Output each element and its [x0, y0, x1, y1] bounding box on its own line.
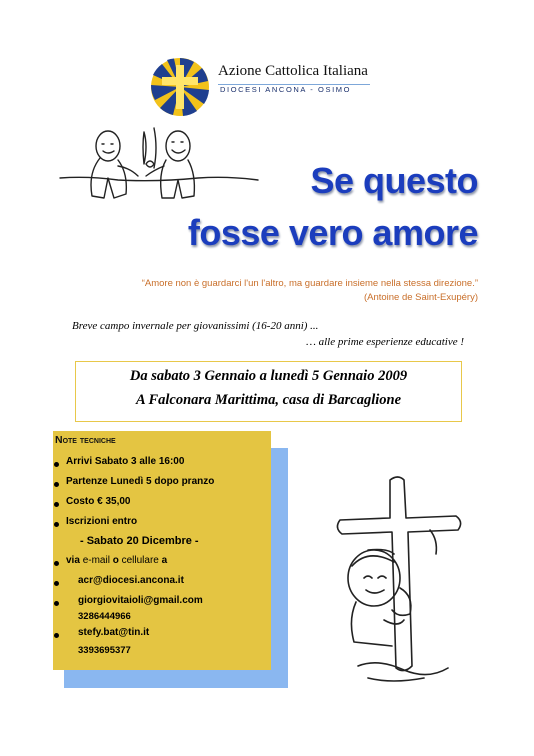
bullet-icon — [54, 462, 59, 467]
location: A Falconara Marittima, casa di Barcaglione — [135, 392, 402, 408]
note-departure: Partenze Lunedì 5 dopo pranzo — [66, 476, 215, 487]
contact-email-1[interactable]: acr@diocesi.ancona.it — [78, 575, 184, 586]
contact-phone-2: 3286444966 — [78, 611, 131, 622]
quote-text: “Amore non è guardarci l'un l'altro, ma guardare insieme nella stessa direzione.” — [141, 278, 478, 289]
date-range: Da sabato 3 Gennaio a lunedì 5 Gennaio 2009 — [129, 368, 408, 384]
note-registration: Iscrizioni entro — [66, 516, 138, 527]
via-email: e-mail — [82, 555, 110, 566]
date-location-box — [75, 361, 462, 422]
contact-email-3[interactable]: stefy.bat@tin.it — [78, 627, 150, 638]
via-phone: cellulare — [121, 555, 159, 566]
bullet-icon — [54, 581, 59, 586]
note-cost: Costo € 35,00 — [66, 496, 131, 507]
via-prefix: via — [66, 555, 80, 566]
via-or: o — [112, 555, 119, 566]
org-subtitle: DIOCESI ANCONA - OSIMO — [220, 85, 352, 94]
org-name: Azione Cattolica Italiana — [218, 63, 368, 79]
title-line-2: fosse vero amore — [187, 212, 478, 253]
two-figures-drawing — [58, 118, 260, 210]
bullet-icon — [54, 522, 59, 527]
via-to: a — [161, 555, 168, 566]
bullet-icon — [54, 561, 59, 566]
bullet-icon — [54, 601, 59, 606]
bullet-icon — [54, 482, 59, 487]
azione-cattolica-logo — [150, 57, 210, 117]
intro-line-2: … alle prime esperienze educative ! — [306, 336, 464, 348]
note-arrival: Arrivi Sabato 3 alle 16:00 — [66, 456, 185, 467]
contact-email-2[interactable]: giorgiovitaioli@gmail.com — [78, 595, 203, 606]
note-via — [66, 555, 167, 566]
contact-phone-3: 3393695377 — [78, 645, 131, 656]
title-line-1: Se questo — [310, 160, 478, 201]
intro-line-1: Breve campo invernale per giovanissimi (16-20 anni) ... — [72, 320, 319, 332]
child-with-cross-drawing — [328, 470, 478, 692]
bullet-icon — [54, 502, 59, 507]
notes-heading: Note tecniche — [55, 434, 116, 446]
quote-author: (Antoine de Saint-Exupéry) — [363, 292, 478, 303]
note-deadline: - Sabato 20 Dicembre - — [80, 535, 199, 547]
bullet-icon — [54, 633, 59, 638]
